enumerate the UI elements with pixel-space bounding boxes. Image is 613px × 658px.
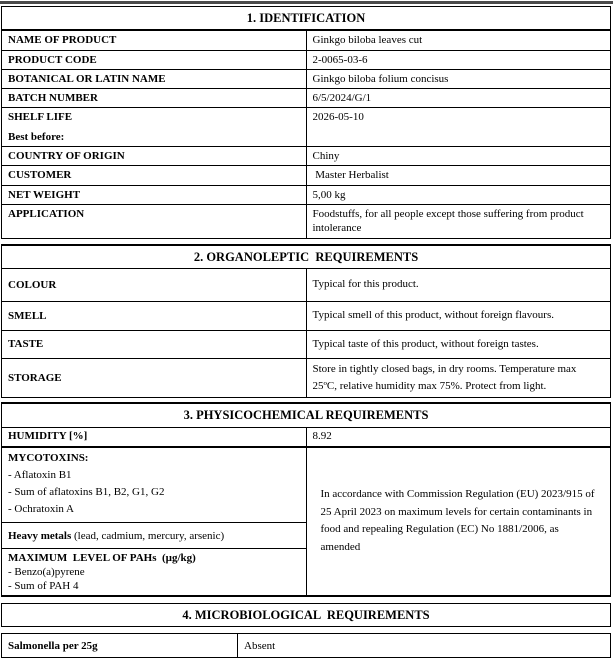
label-country-of-origin: COUNTRY OF ORIGIN [2,147,307,166]
page-top-rule [0,1,613,4]
value-botanical-name: Ginkgo biloba folium concisus [306,69,611,88]
pahs-heading: MAXIMUM LEVEL OF PAHs (µg/kg) [8,552,196,565]
table-row [2,89,611,108]
label-product-code: PRODUCT CODE [2,50,307,69]
label-salmonella: Salmonella per 25g [2,634,238,658]
table-row [2,166,611,185]
label-name-of-product: NAME OF PRODUCT [2,30,307,50]
section-header-row [2,604,611,627]
regulation-note: In accordance with Commission Regulation (EU) 2023/915 of 25 April 2023 on maximum levels for certain contaminants in food and repealing Regulation (EC) No 1881/2006, as amended [306,447,611,597]
value-salmonella: Absent [238,634,611,658]
mycotoxins-cell [2,447,307,523]
organoleptic-table [1,244,611,398]
physicochemical-table [1,402,611,597]
label-botanical-name: BOTANICAL OR LATIN NAME [2,69,307,88]
product-specification-document [1,6,611,658]
label-colour: COLOUR [2,268,307,301]
table-row [2,330,611,358]
label-shelf-life [2,108,307,147]
mycotoxin-item: - Aflatoxin B1 [8,468,72,481]
value-net-weight: 5,00 kg [306,185,611,204]
table-row [2,428,611,447]
value-storage: Store in tightly closed bags, in dry rooms. Temperature max 25ºC, relative humidity max 75%. Protect from light. [306,358,611,397]
section-header-row [2,7,611,31]
label-storage: STORAGE [2,358,307,397]
value-colour: Typical for this product. [306,268,611,301]
pahs-cell [2,549,307,597]
shelf-life-line1: SHELF LIFE [8,111,73,124]
section-title-organoleptic: 2. ORGANOLEPTIC REQUIREMENTS [2,245,611,269]
heavy-metals-heading: Heavy metals [8,529,72,542]
value-application: Foodstuffs, for all people except those suffering from product intolerance [306,204,611,238]
mycotoxin-item: - Sum of aflatoxins B1, B2, G1, G2 [8,485,165,498]
microbiological-header-table [1,603,611,627]
value-humidity: 8.92 [306,428,611,447]
section-title-microbiological: 4. MICROBIOLOGICAL REQUIREMENTS [2,604,611,627]
value-shelf-life: 2026-05-10 [306,108,611,147]
section-title-identification: 1. IDENTIFICATION [2,7,611,31]
label-application: APPLICATION [2,204,307,238]
table-row [2,204,611,238]
table-row [2,268,611,301]
label-smell: SMELL [2,301,307,330]
microbiological-table [1,633,611,658]
heavy-metals-cell [2,523,307,549]
table-row [2,50,611,69]
value-taste: Typical taste of this product, without foreign tastes. [306,330,611,358]
mycotoxin-item: - Ochratoxin A [8,502,74,515]
identification-table [1,6,611,239]
table-row [2,30,611,50]
label-humidity: HUMIDITY [%] [2,428,307,447]
label-customer: CUSTOMER [2,166,307,185]
shelf-life-line2: Best before: [8,130,65,143]
section-header-row [2,245,611,269]
pah-item: - Sum of PAH 4 [8,580,79,593]
heavy-metals-detail: (lead, cadmium, mercury, arsenic) [71,529,225,542]
value-smell: Typical smell of this product, without foreign flavours. [306,301,611,330]
table-row [2,301,611,330]
value-customer: Master Herbalist [306,166,611,185]
value-name-of-product: Ginkgo biloba leaves cut [306,30,611,50]
section-header-row [2,403,611,428]
value-product-code: 2-0065-03-6 [306,50,611,69]
mycotoxins-heading: MYCOTOXINS: [8,451,89,464]
pah-item: - Benzo(a)pyrene [8,566,85,579]
table-row [2,358,611,397]
section-title-physicochemical: 3. PHYSICOCHEMICAL REQUIREMENTS [2,403,611,428]
table-row [2,185,611,204]
label-net-weight: NET WEIGHT [2,185,307,204]
value-batch-number: 6/5/2024/G/1 [306,89,611,108]
table-row [2,147,611,166]
value-country-of-origin: Chiny [306,147,611,166]
table-row [2,108,611,147]
table-row [2,69,611,88]
label-batch-number: BATCH NUMBER [2,89,307,108]
table-row [2,447,611,523]
label-taste: TASTE [2,330,307,358]
table-row [2,634,611,658]
